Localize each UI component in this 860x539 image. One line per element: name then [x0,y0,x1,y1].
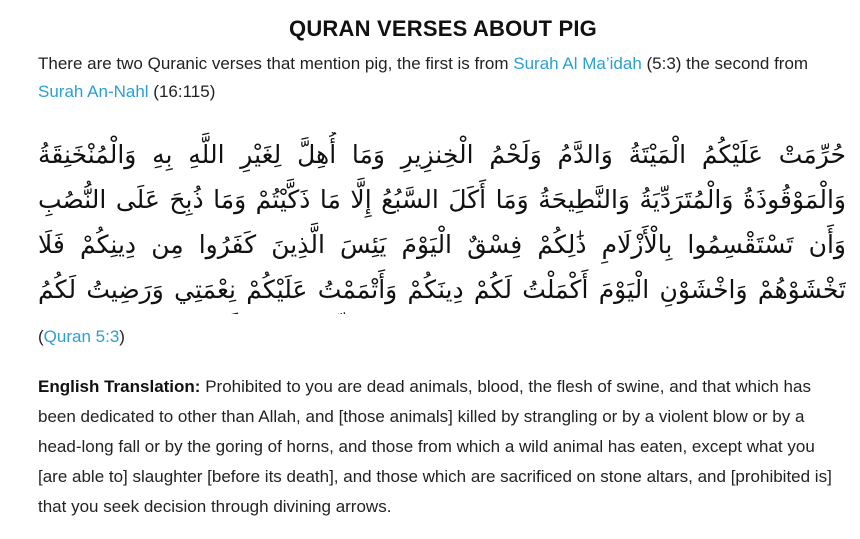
quran-5-3-link[interactable]: Quran 5:3 [43,327,120,346]
translation-text: Prohibited to you are dead animals, blood, the flesh of swine, and that which has been dedicated to other than Allah, and [those animals] killed by strangling or by a violent blow or by a head-long fall or by the goring of horns, and those from which a wild animal has eaten, except what you [are able to] slaughter [before its death], and those which are sacrificed on stone altars, and [prohibited is] that you seek decision through divining arrows. [38,377,832,516]
citation-open: ( [38,327,44,346]
verse-citation [38,324,848,350]
intro-text-after: (16:115) [148,82,216,101]
arabic-verse-text: حُرِّمَتْ عَلَيْكُمُ الْمَيْتَةُ وَالدَّمُ وَلَحْمُ الْخِنزِيرِ وَمَا أُهِلَّ لِغَيْرِ اللَّهِ بِهِ وَالْمُنْخَنِقَةُ وَالْمَوْقُوذَةُ وَالْمُتَرَدِّيَةُ وَالنَّطِيحَةُ وَمَا أَكَلَ السَّبُعُ إِلَّا مَا ذَكَّيْتُمْ وَمَا ذُبِحَ عَلَى النُّصُبِ وَأَن تَسْتَقْسِمُوا بِالْأَزْلَامِ ذَٰلِكُمْ فِسْقٌ الْيَوْمَ يَئِسَ الَّذِينَ كَفَرُوا مِن دِينِكُمْ فَلَا تَخْشَوْهُمْ وَاخْشَوْنِ الْيَوْمَ أَكْمَلْتُ لَكُمْ دِينَكُمْ وَأَتْمَمْتُ عَلَيْكُمْ نِعْمَتِي وَرَضِيتُ لَكُمُ [38,140,846,304]
intro-paragraph [38,50,848,106]
english-translation [38,372,848,522]
surah-an-nahl-link[interactable]: Surah An-Nahl [38,82,149,101]
surah-al-maidah-link[interactable]: Surah Al Ma’idah [513,54,642,73]
translation-label: English Translation: [38,377,201,396]
intro-text-middle: (5:3) the second from [641,54,809,73]
page-title: QURAN VERSES ABOUT PIG [289,16,597,41]
intro-text-before: There are two Quranic verses that mention pig, the first is from [38,54,514,73]
citation-close: ) [119,327,125,346]
article-content [38,0,848,539]
arabic-verse [38,132,846,314]
